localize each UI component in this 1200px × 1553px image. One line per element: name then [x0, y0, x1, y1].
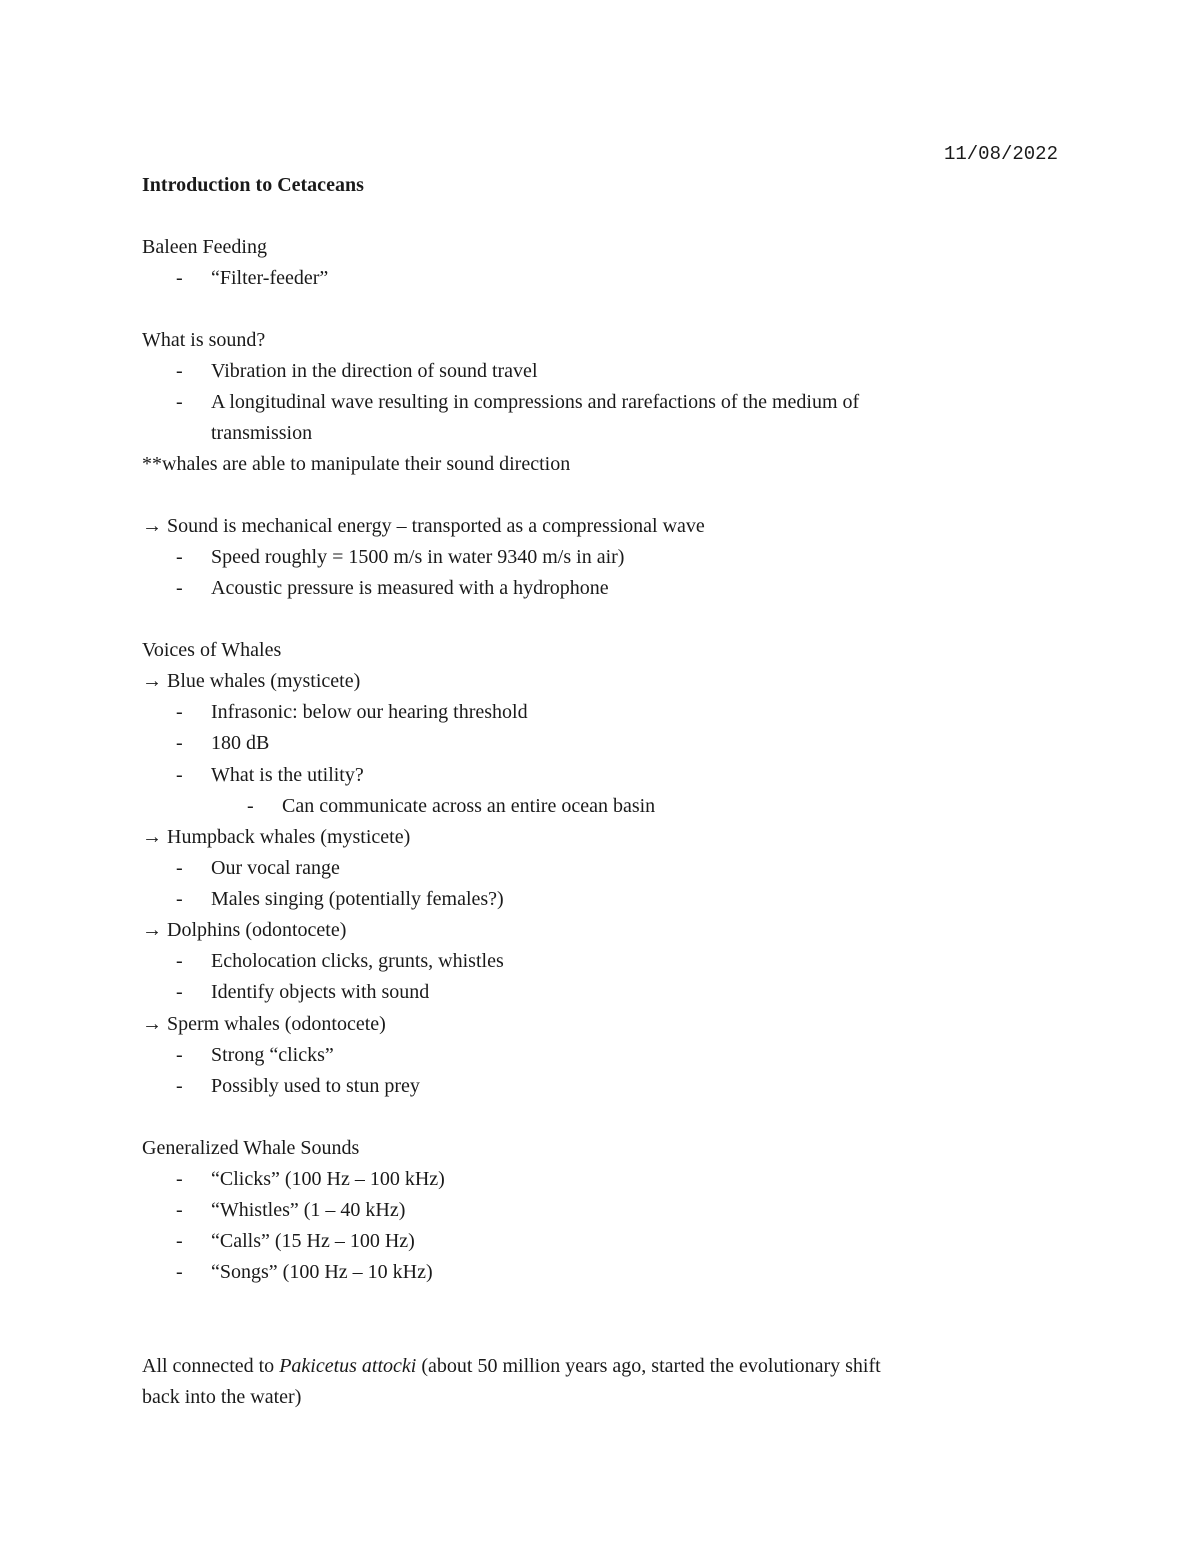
closing-text-pre: All connected to: [142, 1355, 280, 1377]
section-heading-generalized: Generalized Whale Sounds: [142, 1137, 360, 1159]
list-item: 180 dB: [211, 732, 270, 754]
list-item: “Calls” (15 Hz – 100 Hz): [211, 1230, 415, 1252]
list-item: Acoustic pressure is measured with a hydrophone: [211, 577, 609, 599]
list-item: Infrasonic: below our hearing threshold: [211, 701, 528, 723]
list-item-nested: Can communicate across an entire ocean basin: [282, 795, 656, 817]
bullet-dash: -: [176, 888, 183, 910]
bullet-dash: -: [176, 981, 183, 1003]
bullet-dash: -: [176, 701, 183, 723]
section-heading-mechanical: → Sound is mechanical energy – transported as a compressional wave: [142, 515, 705, 537]
section-heading-baleen: Baleen Feeding: [142, 236, 267, 258]
list-item: Echolocation clicks, grunts, whistles: [211, 950, 504, 972]
bullet-dash: -: [176, 577, 183, 599]
list-item: “Clicks” (100 Hz – 100 kHz): [211, 1168, 445, 1190]
list-item: Vibration in the direction of sound travel: [211, 360, 538, 382]
list-item: “Filter-feeder”: [211, 267, 329, 289]
bullet-dash: -: [176, 546, 183, 568]
bullet-dash: -: [176, 764, 183, 786]
bullet-dash: -: [176, 267, 183, 289]
subheading-dolphins: → Dolphins (odontocete): [142, 919, 347, 941]
bullet-dash: -: [176, 391, 183, 413]
list-item: Identify objects with sound: [211, 981, 430, 1003]
bullet-dash: -: [176, 360, 183, 382]
bullet-dash-nested: -: [247, 795, 254, 817]
sound-note: **whales are able to manipulate their sound direction: [142, 453, 571, 475]
list-item: Our vocal range: [211, 857, 340, 879]
bullet-dash: -: [176, 732, 183, 754]
bullet-dash: -: [176, 1168, 183, 1190]
subheading-humpback-whales: → Humpback whales (mysticete): [142, 826, 411, 848]
list-item: Males singing (potentially females?): [211, 888, 504, 910]
document-date: 11/08/2022: [943, 143, 1058, 165]
closing-paragraph-line-1: [142, 1354, 881, 1378]
species-name: Pakicetus attocki: [279, 1355, 417, 1377]
bullet-dash: -: [176, 857, 183, 879]
bullet-dash: -: [176, 950, 183, 972]
list-item: Strong “clicks”: [211, 1044, 334, 1066]
bullet-dash: -: [176, 1044, 183, 1066]
section-heading-voices: Voices of Whales: [142, 639, 282, 661]
bullet-dash: -: [176, 1261, 183, 1283]
list-item: “Songs” (100 Hz – 10 kHz): [211, 1261, 433, 1283]
document-title: Introduction to Cetaceans: [142, 174, 364, 196]
bullet-dash: -: [176, 1230, 183, 1252]
section-heading-sound: What is sound?: [142, 329, 266, 351]
list-item: A longitudinal wave resulting in compressions and rarefactions of the medium of: [211, 391, 860, 413]
list-item: What is the utility?: [211, 764, 364, 786]
list-item: Possibly used to stun prey: [211, 1075, 420, 1097]
list-item: Speed roughly = 1500 m/s in water 9340 m/s in air): [211, 546, 625, 568]
closing-text-post: (about 50 million years ago, started the evolutionary shift: [416, 1355, 881, 1377]
closing-paragraph-line-2: back into the water): [142, 1386, 302, 1408]
subheading-sperm-whales: → Sperm whales (odontocete): [142, 1013, 386, 1035]
subheading-blue-whales: → Blue whales (mysticete): [142, 670, 361, 692]
bullet-dash: -: [176, 1199, 183, 1221]
bullet-dash: -: [176, 1075, 183, 1097]
list-item: “Whistles” (1 – 40 kHz): [211, 1199, 406, 1221]
list-item-continuation: transmission: [211, 422, 313, 444]
